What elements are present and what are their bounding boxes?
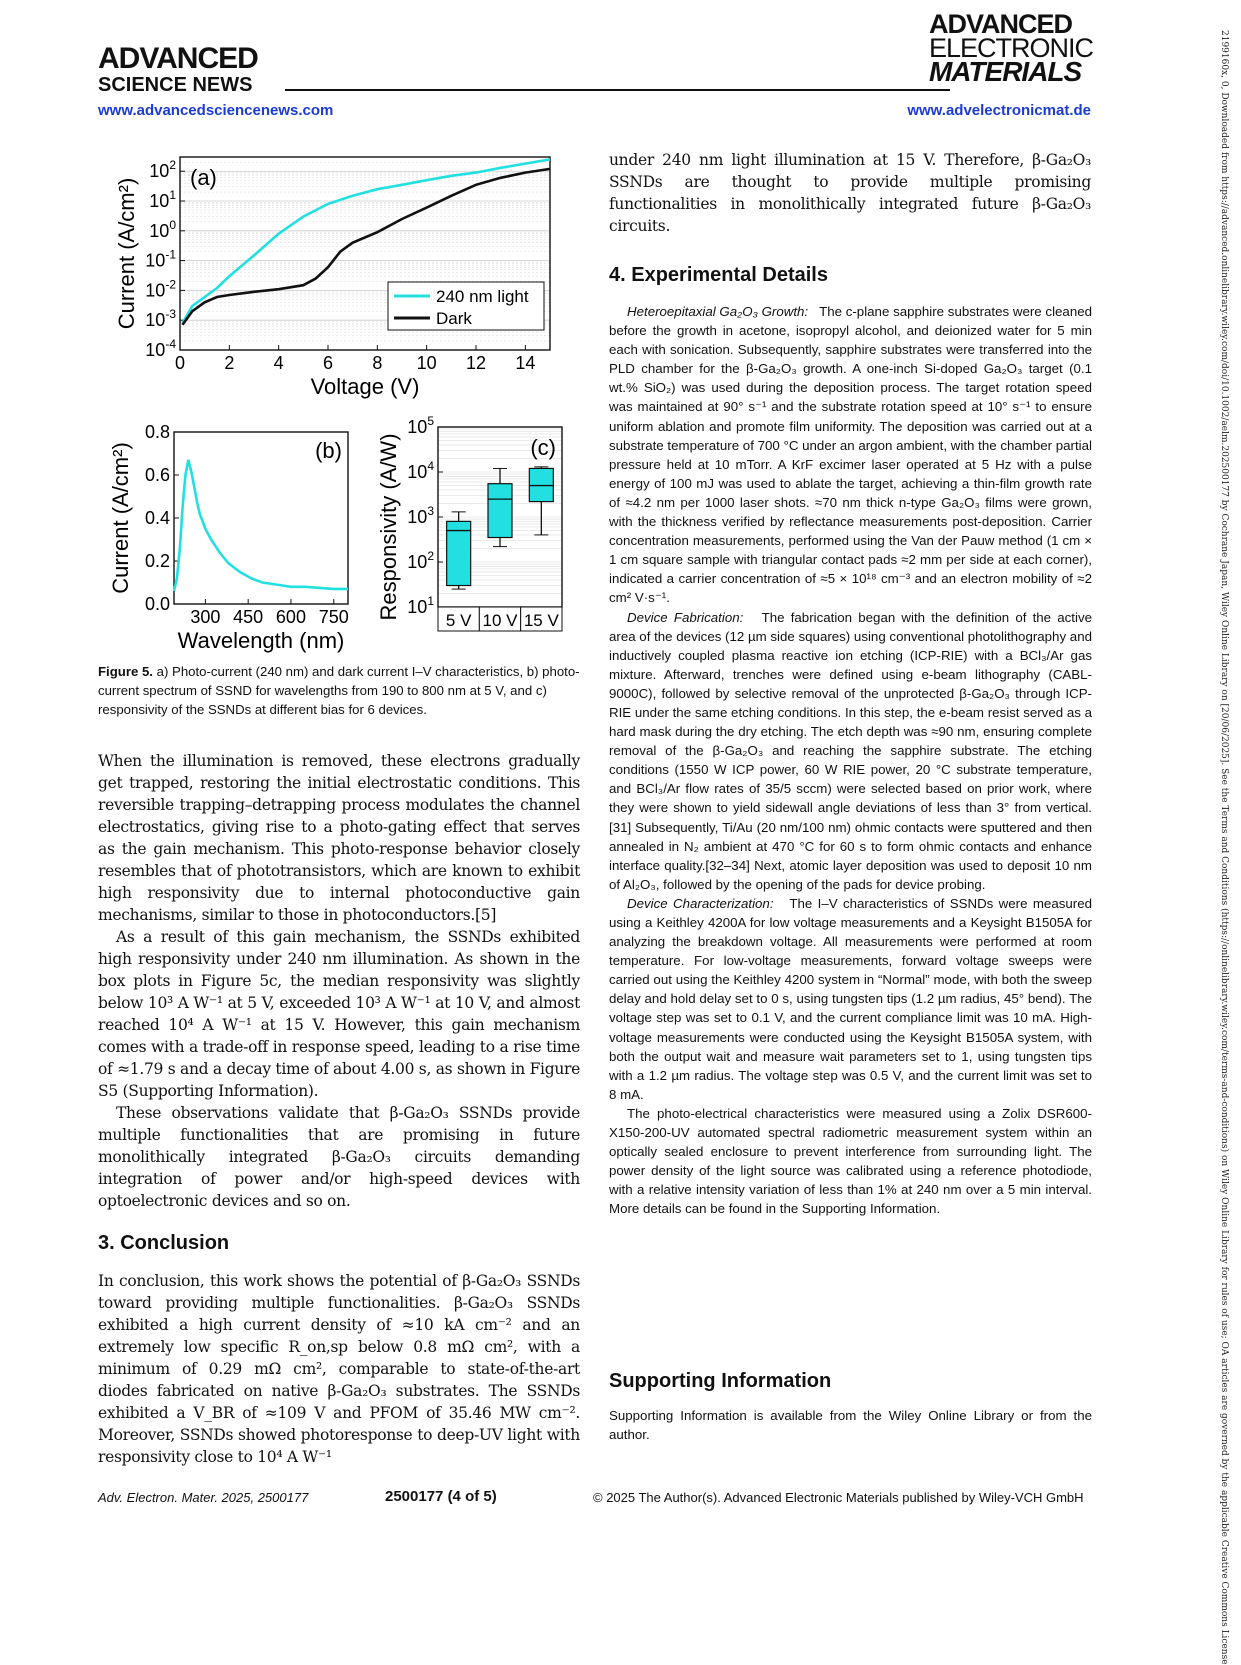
x-tick-label: 0	[174, 353, 186, 373]
category-label: 5 V	[445, 611, 472, 630]
x-tick-label: 12	[465, 353, 487, 373]
x-tick-label: 750	[318, 607, 349, 627]
series-line	[174, 460, 348, 591]
paragraph: These observations validate that β-Ga₂O₃ SSNDs provide multiple functionalities that are promising in future monolithically integrated β-Ga₂O₃ circuits demanding integration of power and/or high-speed devices with optoelectronic devices and so on.	[98, 1104, 580, 1210]
x-tick-label: 14	[515, 353, 536, 373]
growth-paragraph: Heteroepitaxial Ga₂O₃ Growth: The c-plane sapphire substrates were cleaned before the growth in acetone, isopropyl alcohol, and deionized water for 5 min each with sonication. Subsequently, sapphire substrates were transferred into the PLD chamber for the β-Ga₂O₃ growth. A one-inch Si-doped Ga₂O₃ target (0.1 wt.% SiO₂) was used during the deposition process. The target rotation speed was maintained at 90° s⁻¹ and the substrate rotation speed at 10° s⁻¹ to ensure uniform ablation and promote film uniformity. The deposition was carried out at a substrate temperature of 700 °C under an argon ambient, with the chamber partial pressure held at 10 mTorr. A KrF excimer laser operated at 5 Hz with a pulse energy of 100 mJ was used to ablate the target, achieving a thin-film growth rate of ≈4.2 nm per 1000 laser shots. ≈70 nm thick n-type Ga₂O₃ films were grown, with the thickness verified by reflectance measurements post-deposition. Carrier concentration measurements, performed using the Van der Pauw method (1 cm × 1 cm square sample with triangular contact pads ≈2 mm per side at each corner), indicated a carrier concentration of ≈5 × 10¹⁸ cm⁻³ and an electron mobility of ≈2 cm² V·s⁻¹.	[609, 304, 1093, 606]
y-axis-label: Current (A/cm²)	[108, 442, 133, 594]
x-tick-label: 300	[190, 607, 221, 627]
panel-c	[376, 414, 562, 631]
y-tick-label: $10^1$	[407, 594, 434, 617]
x-axis-label: Wavelength (nm)	[177, 628, 345, 653]
y-tick-label: $10^{-2}$	[145, 277, 176, 301]
footer-citation: Adv. Electron. Mater. 2025, 2500177	[98, 1490, 309, 1505]
legend-entry: Dark	[436, 309, 472, 328]
legend-entry: 240 nm light	[436, 287, 529, 306]
category-label: 10 V	[482, 611, 518, 630]
conclusion-heading: 3. Conclusion	[98, 1232, 230, 1254]
caption-label: Figure 5.	[98, 664, 153, 679]
figure-5	[98, 145, 578, 655]
left-body	[98, 750, 580, 1212]
y-tick-label: $10^5$	[407, 414, 434, 437]
category-label: 15 V	[523, 611, 559, 630]
y-tick-label: 0.6	[144, 465, 170, 485]
x-tick-label: 600	[275, 607, 306, 627]
header-rule	[285, 89, 950, 91]
x-tick-label: 450	[233, 607, 264, 627]
x-axis-label: Voltage (V)	[310, 374, 420, 399]
photo-electrical-paragraph: The photo-electrical characteristics were measured using a Zolix DSR600-X150-200-UV automated spectral radiometric measurement system within an optically sealed enclosure to prevent interference from surrounding light. The power density of the light source was calibrated using a reference photodiode, with a relative intensity variation of less than 1% at 240 nm over a 5 min interval. More details can be found in the Supporting Information.	[609, 1105, 1092, 1217]
paragraph: As a result of this gain mechanism, the SSNDs exhibited high responsivity under 240 nm illumination. As shown in the box plots in Figure 5c, the median responsivity was slightly below 10³ A W⁻¹ at 5 V, exceeded 10³ A W⁻¹ at 10 V, and almost reached 10⁴ A W⁻¹ at 15 V. However, this gain mechanism comes with a trade-off in response speed, leading to a rise time of ≈1.79 s and a decay time of about 4.00 s, as shown in Figure S5 (Supporting Information).	[98, 928, 580, 1100]
y-tick-label: $10^{-4}$	[145, 337, 176, 360]
x-tick-label: 8	[372, 353, 383, 373]
characterization-paragraph: Device Characterization: The I–V characteristics of SSNDs were measured using a Keithley 4200A for low voltage measurements and a Keysight B1505A for analyzing the breakdown voltage. All measurements were performed at room temperature. For low-voltage measurements, forward voltage sweeps were carried out using the Keithley 4200 system in “Normal” mode, with both the sweep delay and hold delay set to 0 s, using tungsten tips (1.2 µm radius, 45° bend). The voltage step was set to 0.1 V, and the current compliance limit was 10 mA. High-voltage measurements were conducted using the Keysight B1505A system, with both the output wait and measure wait parameters set to 1, using tungsten tips with a 1.2 µm radius. The voltage step was 0.5 V, and the current limit was set to 8 mA.	[609, 895, 1092, 1102]
y-tick-label: 0.0	[144, 594, 170, 614]
y-tick-label: $10^2$	[149, 158, 176, 182]
conclusion-text: In conclusion, this work shows the potential of β-Ga₂O₃ SSNDs toward providing multiple functionalities. β-Ga₂O₃ SSNDs exhibited a high current density of ≈10 kA cm⁻² and an extremely low specific R_on,sp below 0.8 mΩ cm², with a minimum of 0.29 mΩ cm², comparable to state-of-the-art diodes fabricated on native β-Ga₂O₃ substrates. The SSNDs exhibited a V_BR of ≈109 V and PFOM of 35.46 MW cm⁻². Moreover, SSNDs showed photoresponse to deep-UV light with responsivity close to 10⁴ A W⁻¹	[98, 1272, 580, 1466]
y-tick-label: $10^2$	[407, 549, 434, 572]
fabrication-paragraph: Device Fabrication: The fabrication began with the definition of the active area of the devices (12 µm side squares) using conventional photolithography and inductively coupled plasma reactive ion etching (ICP-RIE) with a BCl₃/Ar gas mixture. Afterward, trenches were defined using e-beam lithography (CABL-9000C), followed by selective removal of the unprotected β-Ga₂O₃ through ICP-RIE under the same etching conditions. In this step, the e-beam resist served as a hard mask during the dry etching. The etch depth was ≈90 nm, ensuring complete removal of the β-Ga₂O₃ and reaching the sapphire substrate. The etching conditions (1550 W ICP power, 60 W RIE power, 20 °C substrate temperature, and BCl₃/Ar flow rates of 35/5 sccm) were selected based on prior work, where they were shown to yield sidewall angle deviations of less than 3° from vertical.[31] Subsequently, Ti/Au (20 nm/100 nm) ohmic contacts were sputtered and then annealed in N₂ ambient at 470 °C for 60 s to form ohmic contacts and enhance interface quality.[32–34] Next, atomic layer deposition was used to deposit 10 nm of Al₂O₃, followed by the opening of the pads for device probing.	[609, 609, 1092, 892]
panel-label: (a)	[190, 165, 217, 190]
download-notice-sidebar: 2199160x, 0, Downloaded from https://advanced.onlinelibrary.wiley.com/doi/10.1002/aelm.202500177 by Cochrane Japan, Wiley Online Library on [20/06/2025]. See the Terms and Conditions (https://onlinelibrary.wiley.com/terms-and-conditions) on Wiley Online Library for rules of use; OA articles are governed by the applicable Creative Commons License	[1219, 30, 1229, 1665]
experimental-heading: 4. Experimental Details	[609, 264, 828, 286]
publisher-url-link[interactable]: www.advancedsciencenews.com	[98, 102, 334, 119]
x-tick-label: 2	[224, 353, 235, 373]
box	[488, 484, 512, 538]
right-intro-text: under 240 nm light illumination at 15 V. Therefore, β-Ga₂O₃ SSNDs are thought to provide multiple promising functionalities in monolithically integrated future β-Ga₂O₃ circuits.	[609, 151, 1091, 235]
y-axis-label: Current (A/cm²)	[114, 177, 139, 330]
journal-logo: ADVANCED ELECTRONIC MATERIALS	[928, 9, 1093, 87]
panel-label: (b)	[315, 438, 342, 463]
y-axis-label: Responsivity (A/W)	[376, 433, 401, 621]
supporting-heading: Supporting Information	[609, 1370, 832, 1392]
footer-copyright: © 2025 The Author(s). Advanced Electronic Materials published by Wiley-VCH GmbH	[593, 1490, 1084, 1505]
paragraph: When the illumination is removed, these electrons gradually get trapped, restoring the initial electrostatic conditions. This reversible trapping–detrapping process modulates the channel electrostatics, giving rise to a photo-gating effect that serves as the gain mechanism. This photo-response behavior closely resembles that of phototransistors, which are known to exhibit high responsivity due to internal photoconductive gain mechanisms, similar to those in photoconductors.[5]	[98, 752, 580, 924]
experimental-details	[609, 302, 1092, 1219]
y-tick-label: $10^0$	[149, 217, 176, 241]
footer-page-number: 2500177 (4 of 5)	[385, 1488, 497, 1505]
x-tick-label: 4	[273, 353, 284, 373]
y-tick-label: $10^{-3}$	[145, 307, 176, 331]
caption-text: a) Photo-current (240 nm) and dark current I–V characteristics, b) photo-current spectrum of SSND for wavelengths from 190 to 800 nm at 5 V, and c) responsivity of the SSNDs at different bias for 6 devices.	[98, 664, 580, 717]
figure-caption	[98, 662, 580, 719]
panel-a	[114, 157, 550, 399]
journal-url-link[interactable]: www.advelectronicmat.de	[907, 102, 1091, 119]
y-tick-label: 0.2	[144, 551, 170, 571]
y-tick-label: 0.4	[144, 508, 170, 528]
x-tick-label: 6	[322, 353, 334, 373]
supporting-text: Supporting Information is available from the Wiley Online Library or from the author.	[609, 1408, 1092, 1443]
y-tick-label: $10^4$	[407, 459, 434, 482]
y-tick-label: $10^1$	[149, 188, 176, 212]
panel-b	[108, 422, 349, 653]
x-tick-label: 10	[416, 353, 437, 373]
publisher-logo: ADVANCED SCIENCE NEWS	[98, 42, 258, 96]
y-tick-label: $10^{-1}$	[145, 247, 176, 271]
panel-label: (c)	[530, 435, 556, 460]
y-tick-label: 0.8	[144, 422, 170, 442]
y-tick-label: $10^3$	[407, 504, 434, 527]
